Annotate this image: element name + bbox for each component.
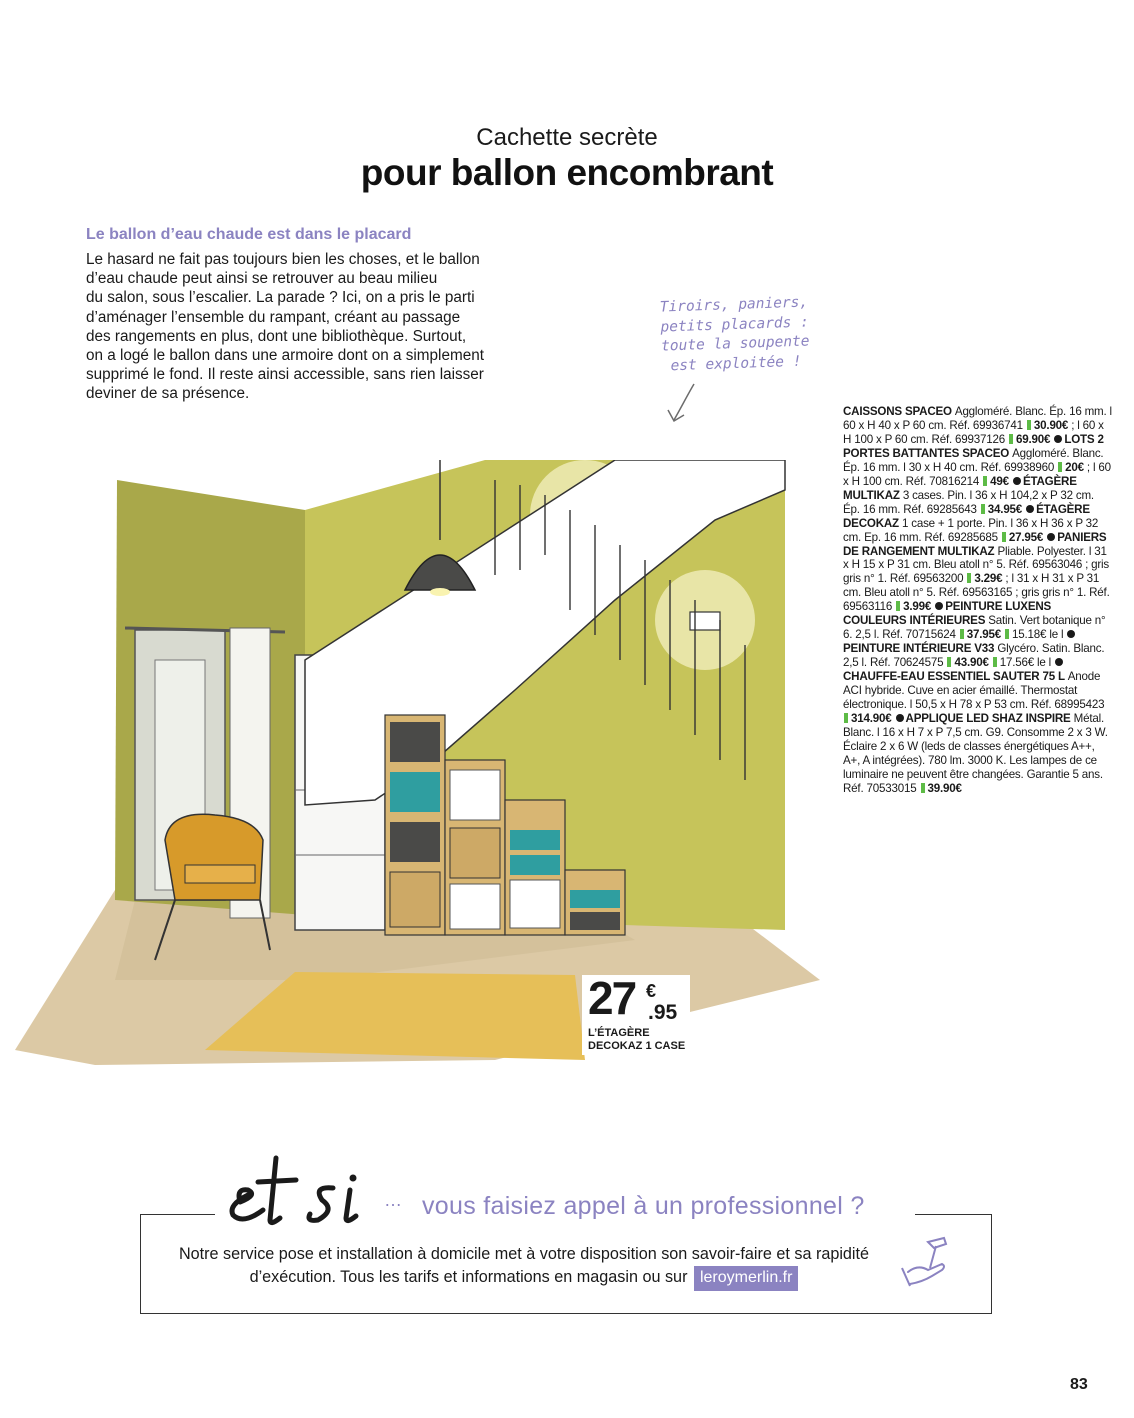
spec-bold-text: 39.90€ [927,781,962,795]
bullet-icon [1067,630,1075,638]
price-marker-icon [1058,462,1062,472]
page-title: pour ballon encombrant [360,152,774,193]
price-marker-icon [983,476,987,486]
spec-bold-text: CHAUFFE-EAU ESSENTIEL SAUTER 75 L [843,670,1068,684]
pro-text [150,1243,898,1291]
price-currency: € [646,981,657,1001]
spec-bold-text: 30.90€ [1033,418,1069,432]
price-marker-icon [896,601,900,611]
price-marker-icon [981,504,985,514]
spec-text: Aggloméré. Blanc. Ép. 16 mm. l 30 x H 40 cm. Réf. 69938960 [843,446,1104,474]
spec-bold-text: 49€ [990,474,1012,488]
spec-bold-text: 3.99€ [903,600,935,614]
bullet-icon [1054,435,1062,443]
spec-bold-text: 34.95€ [987,502,1026,516]
price-marker-icon [844,713,848,723]
spec-bold-text: LOTS 2 PORTES BATTANTES SPACEO [843,432,1104,460]
price-marker-icon [967,573,971,583]
armchair [165,814,263,900]
price-marker-icon [1027,420,1031,430]
bullet-icon [1055,658,1063,666]
spec-text: Métal. Blanc. l 16 x H 7 x P 7,5 cm. G9. Consomme 2 x 3 W. Éclaire 2 x 6 W (leds de classes énergétiques A++, A+, A intégrées). 780 lm. 3000 K. Les lampes de ce luminaire ne peuvent être changées. Garantie 5 ans. Réf. 70533015 [843,711,1108,795]
spec-text: 15.18€ le l [1012,628,1067,642]
spec-bold-text: 27.95€ [1008,530,1047,544]
price-marker-icon [921,783,925,793]
price-marker-icon [1009,434,1013,444]
section-heading: Le ballon d’eau chaude est dans le placard [86,226,412,243]
spec-bold-text: PEINTURE INTÉRIEURE V33 [843,642,998,656]
pro-text-body: Notre service pose et installation à domicile met à votre disposition son savoir-faire et sa rapidité d’exécution. Tous les tarifs et informations en magasin ou sur [178,1245,870,1286]
spec-bold-text: APPLIQUE LED SHAZ INSPIRE [905,711,1074,725]
pro-title: vous faisiez appel à un professionnel ? [422,1192,865,1220]
price-marker-icon [993,657,997,667]
spec-text: ; l 60 x H 100 cm. Réf. 70816214 [843,460,1111,488]
bullet-icon [896,714,904,722]
spec-bold-text: 3.29€ [974,572,1003,586]
spec-text: Anode ACI hybride. Cuve en acier émaillé. Thermostat électronique. l 50,5 x H 78 x P 53 cm. Réf. 68995423 [843,670,1105,712]
spec-bold-text: 20€ [1065,460,1084,474]
stair-storage-illustration [15,460,835,1090]
price-decimals: .95 [648,1001,678,1024]
spec-text: Glycéro. Satin. Blanc. 2,5 l. Réf. 70624575 [843,642,1105,670]
spec-bold-text: 37.95€ [966,628,1005,642]
spec-text: Satin. Vert botanique n° 6. 2,5 l. Réf. 70715624 [843,614,1106,642]
price-marker-icon [947,657,951,667]
hand-hammer-icon [898,1234,958,1294]
spec-text: Pliable. Polyester. l 31 x H 15 x P 31 cm. Bleu atoll n° 5. Réf. 69563046 ; gris gris n° 1. Réf. 69563200 [843,544,1110,586]
spec-bold-text: 69.90€ [1016,432,1054,446]
bullet-icon [1047,533,1055,541]
intro-paragraph: Le hasard ne fait pas toujours bien les choses, et le ballon d’eau chaude peut ainsi se retrouver au beau milieu du salon, sous l’escalier. La parade ? Ici, on a pris le parti d’aménager l’ensemble du rampant, créant au passage des rangements en plus, dont une bibliothèque. Surtout, on a logé le ballon dans une armoire dont on a simplement supprimé le fond. Il reste ainsi accessible, sans rien laisser deviner de sa présence. [86,251,484,403]
handwritten-note: Tiroirs, paniers, petits placards : toute la soupente est exploitée ! [659,294,810,374]
price-tag [582,972,690,1055]
spec-bold-text: 314.90€ [851,711,895,725]
page-number: 83 [1070,1376,1088,1393]
ellipsis: … [384,1190,402,1210]
price-integer: 27 [588,972,636,1024]
page-title-sub: Cachette secrète [476,124,658,151]
spec-text: Aggloméré. Blanc. Ép. 16 mm. l 60 x H 40 x P 60 cm. Réf. 69936741 [843,405,1112,432]
spec-bold-text: PEINTURE LUXENS COULEURS INTÉRIEURES [843,600,1052,628]
spec-text: 3 cases. Pin. l 36 x H 104,2 x P 32 cm. Ép. 16 mm. Réf. 69285643 [843,488,1094,516]
product-specs [843,405,1113,796]
price-marker-icon [960,629,964,639]
price-marker-icon [1002,532,1006,542]
spec-text: ; l 31 x H 31 x P 31 cm. Bleu atoll n° 5. Réf. 69563165 ; gris gris n° 1. Réf. 69563116 [843,572,1110,614]
et-si-script-logo [218,1150,383,1230]
spec-bold-text: ÉTAGÈRE MULTIKAZ [843,474,1077,502]
bullet-icon [935,602,943,610]
spec-text: ; l 60 x H 100 x P 60 cm. Réf. 69937126 [843,418,1104,446]
bullet-icon [1013,477,1021,485]
spec-bold-text: CAISSONS SPACEO [843,405,955,418]
website-link[interactable]: leroymerlin.fr [694,1266,798,1292]
price-label: L’ÉTAGÈRE DECOKAZ 1 CASE [588,1027,686,1052]
spec-bold-text: PANIERS DE RANGEMENT MULTIKAZ [843,530,1107,558]
price-marker-icon [1005,629,1009,639]
spec-text: 17.56€ le l [999,656,1055,670]
spec-bold-text: 43.90€ [954,656,992,670]
spec-bold-text: ÉTAGÈRE DECOKAZ [843,502,1090,530]
spec-text: 1 case + 1 porte. Pin. l 36 x H 36 x P 32 cm. Ep. 16 mm. Réf. 69285685 [843,516,1099,544]
bullet-icon [1026,505,1034,513]
down-arrow-icon [664,382,704,426]
